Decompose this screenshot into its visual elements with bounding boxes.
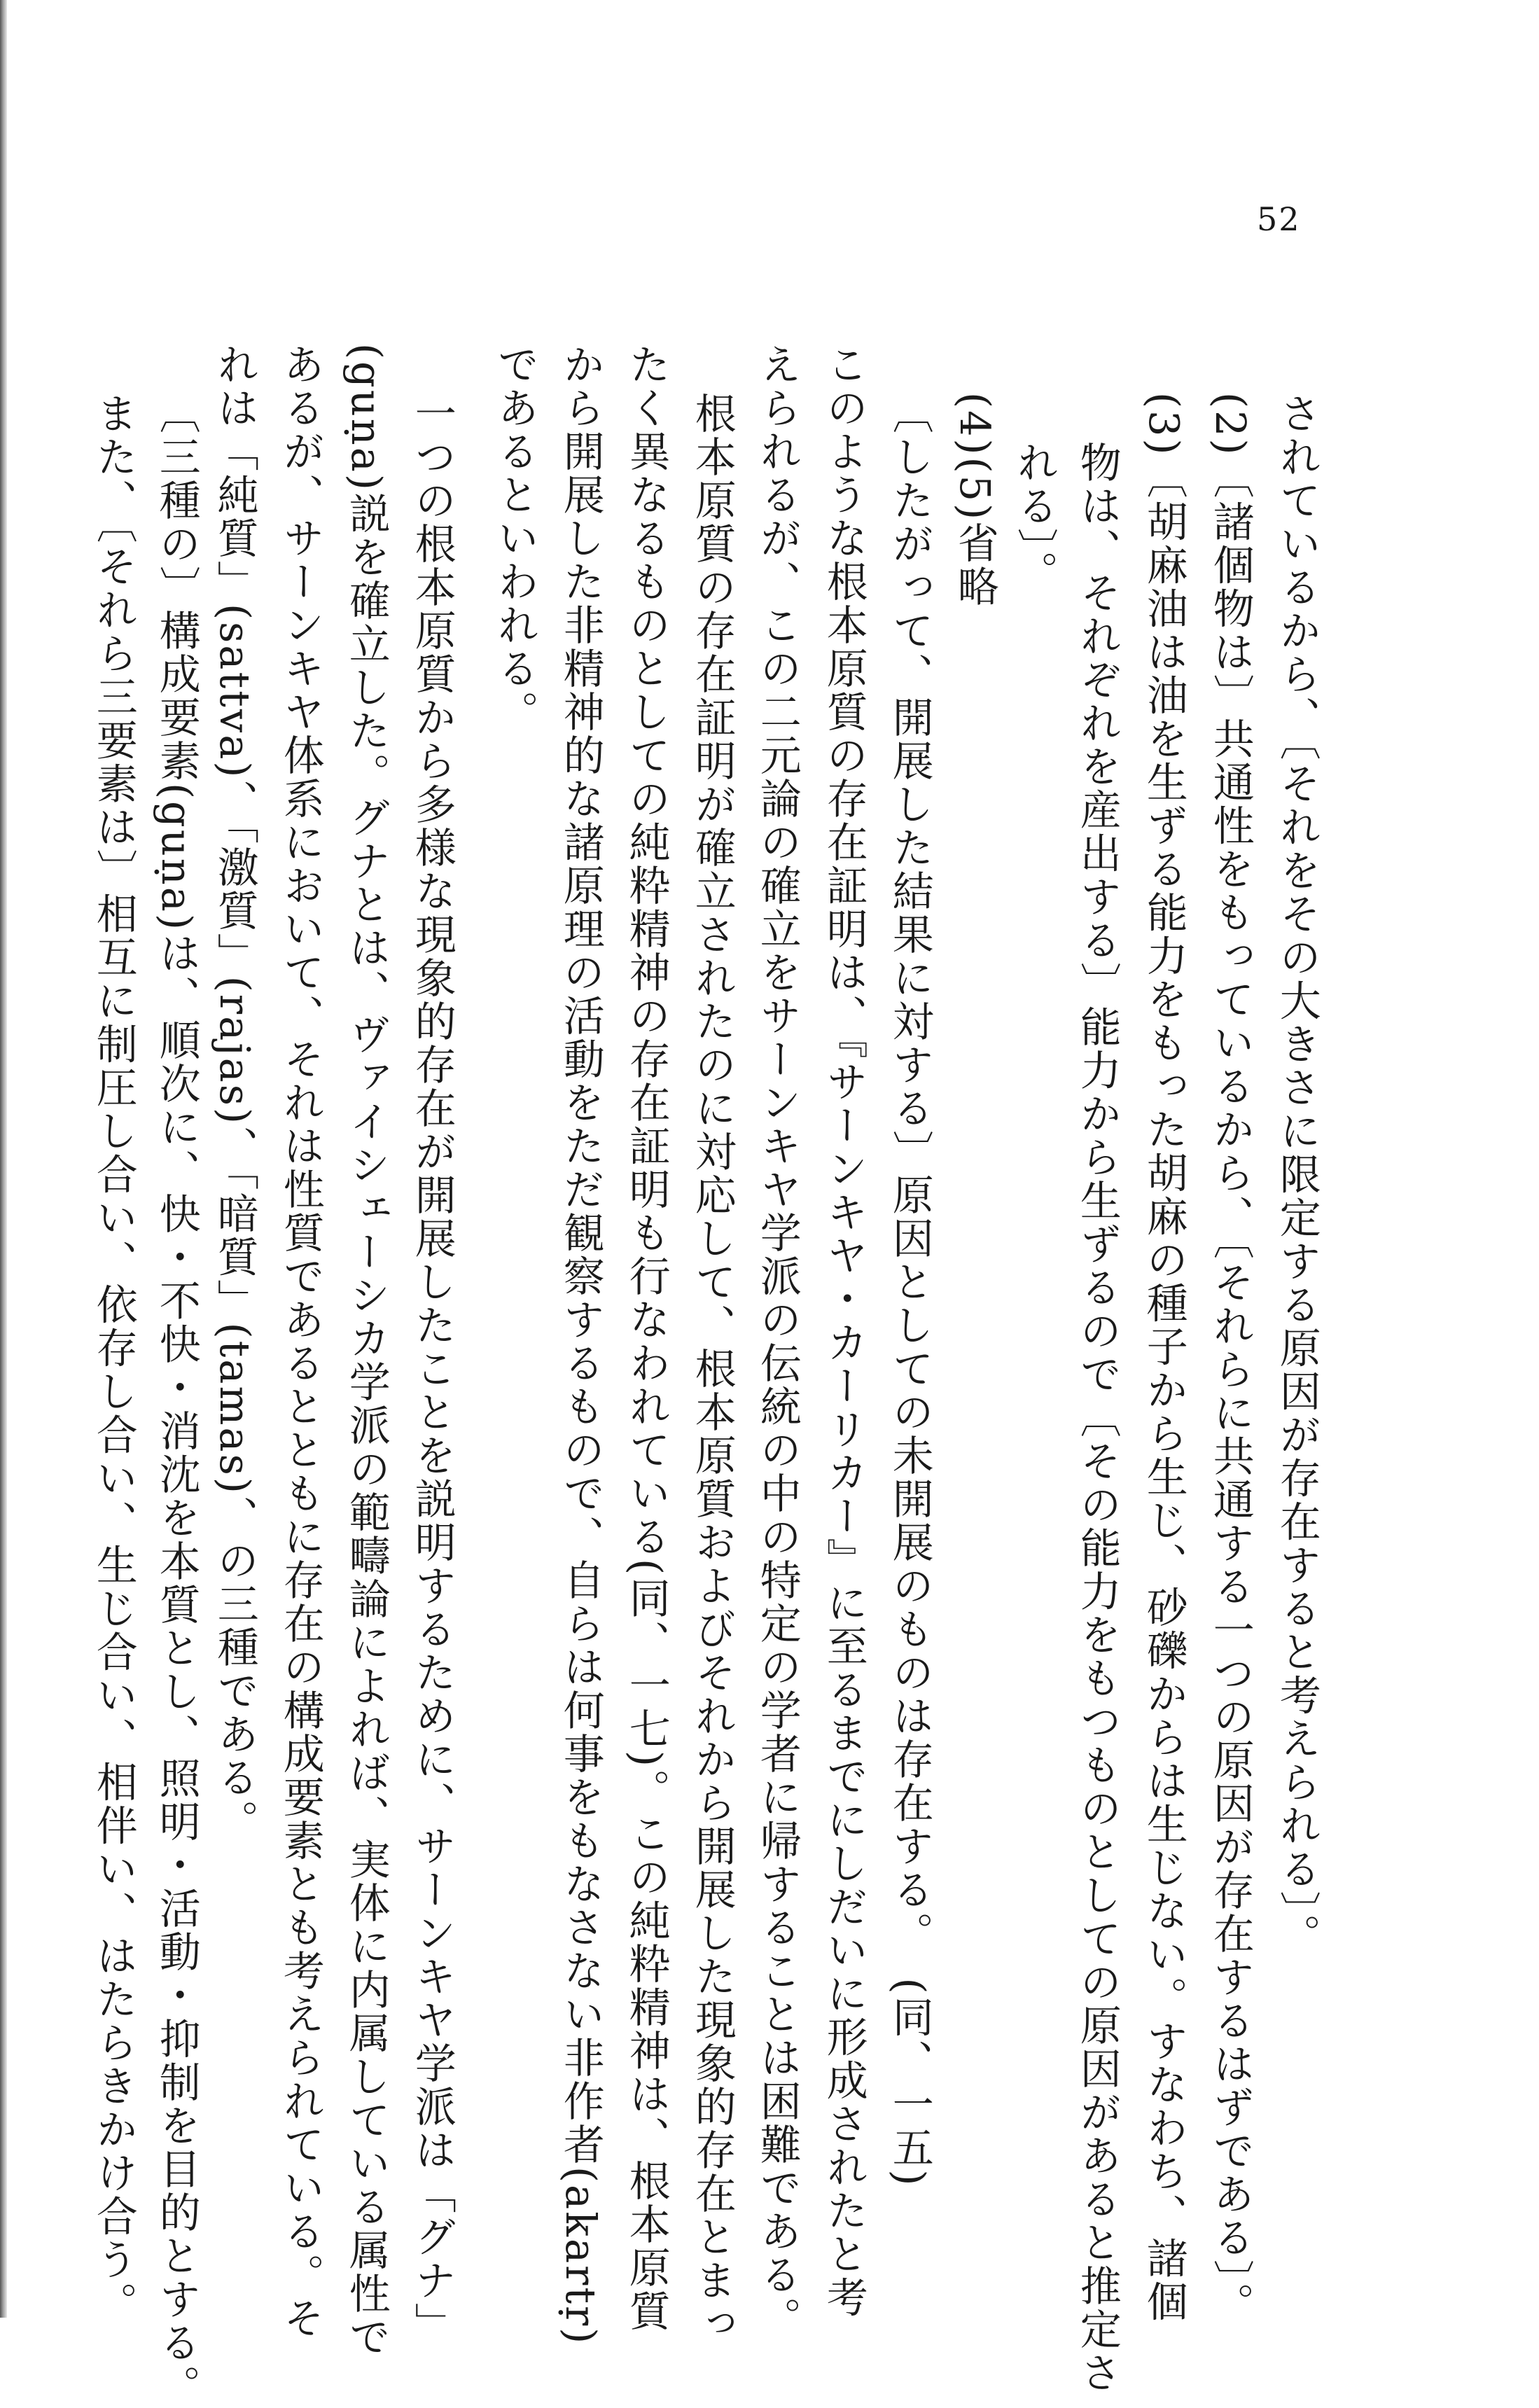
text-line-9: えられるが、この二元論の確立をサーンキヤ学派の伝統の中の特定の学者に帰することは困難である。 bbox=[753, 343, 802, 2340]
page-number: 52 bbox=[1257, 200, 1301, 238]
text-line-3: (3)〔胡麻油は油を生ずる能力をもった胡麻の種子から生じ、砂礫からは生じない。すなわち、諸個 bbox=[1139, 392, 1188, 2324]
text-line-15: (guṇa)説を確立した。グナとは、ヴァイシェーシカ学派の範疇論によれば、実体に内属している属性で bbox=[342, 343, 391, 2359]
text-line-13: であるといわれる。 bbox=[490, 343, 539, 734]
text-line-10: 根本原質の存在証明が確立されたのに対応して、根本原質およびそれから開展した現象的存在とまっ bbox=[688, 392, 737, 2346]
text-line-18: 〔三種の〕構成要素(guṇa)は、順次に、快・不快・消沈を本質とし、照明・活動・抑制を目的とする。 bbox=[152, 392, 201, 2408]
text-line-16: あるが、サーンキヤ体系において、それは性質であるとともに存在の構成要素とも考えられている。そ bbox=[276, 343, 325, 2340]
text-line-4: 物は、それぞれを産出する〕能力から生ずるので〔その能力をもつものとしての原因があると推定さ bbox=[1073, 441, 1122, 2395]
text-line-1: されているから、〔それをその大きさに限定する原因が存在すると考えられる〕。 bbox=[1272, 392, 1321, 1957]
text-line-19: また、〔それら三要素は〕相互に制圧し合い、依存し合い、生じ合い、相伴い、はたらきかけ合う。 bbox=[89, 392, 138, 2325]
text-line-11: たく異なるものとしての純粋精神の存在証明も行なわれている(同、一七)。この純粋精神は、根本原質 bbox=[622, 343, 671, 2334]
text-line-5: れる〕。 bbox=[1010, 441, 1059, 594]
text-line-6: (4)(5)省略 bbox=[950, 392, 999, 609]
text-line-7: 〔したがって、開展した結果に対する〕原因としての未開展のものは存在する。 (同、一五) bbox=[885, 392, 934, 2188]
text-line-14: 一つの根本原質から多様な現象的存在が開展したことを説明するために、サーンキヤ学派は「グナ」 bbox=[408, 392, 457, 2346]
text-line-8: このような根本原質の存在証明は、『サーンキヤ・カーリカー』に至るまでにしだいに形成されたと考 bbox=[819, 343, 868, 2320]
page-spine-edge bbox=[0, 0, 7, 2318]
text-line-17: れは「純質」(sattva)、「激質」(rajas)、「暗質」(tamas)、の三種である。 bbox=[210, 343, 259, 1843]
text-line-12: から開展した非精神的な諸原理の活動をただ観察するもので、自らは何事をもなさない非作者(akartṛ) bbox=[556, 343, 605, 2346]
text-line-2: (2)〔諸個物は〕共通性をもっているから、〔それらに共通する一つの原因が存在するはずである〕。 bbox=[1206, 392, 1255, 2326]
